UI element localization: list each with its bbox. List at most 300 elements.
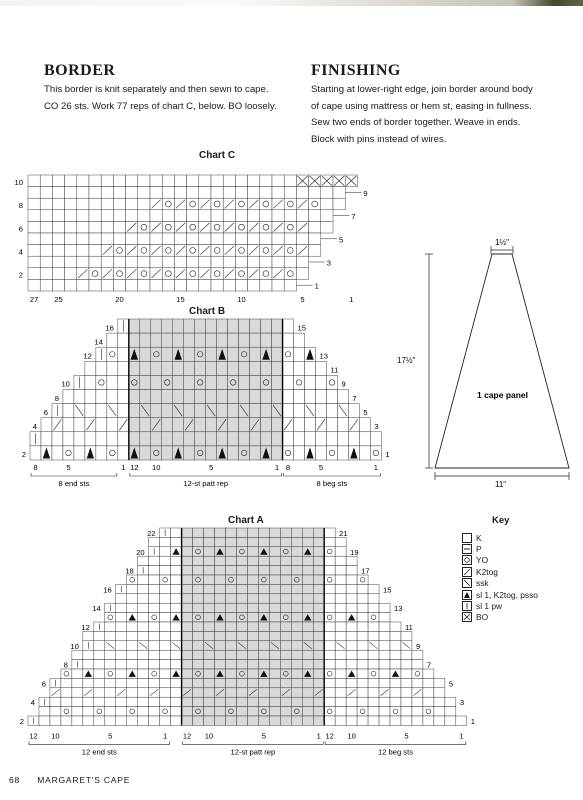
- chart-cell: [258, 528, 269, 537]
- chart-cell: [357, 688, 368, 697]
- chart-cell: [214, 622, 225, 631]
- chart-cell: [346, 575, 357, 584]
- chart-a-row-label: 2: [19, 716, 24, 726]
- chart-cell: [225, 707, 236, 716]
- chart-cell: [335, 631, 346, 640]
- chart-a-col-label: 1: [459, 731, 464, 741]
- chart-cell: [258, 697, 269, 706]
- chart-cell: [247, 594, 258, 603]
- chart-cell: [280, 678, 291, 687]
- chart-cell: [434, 697, 445, 706]
- chart-cell: [105, 669, 116, 678]
- chart-cell: [138, 707, 149, 716]
- chart-cell: [83, 707, 94, 716]
- chart-cell: [401, 660, 412, 669]
- chart-cell: [258, 688, 269, 697]
- chart-c-row-label: 7: [351, 212, 356, 222]
- chart-cell: [324, 584, 335, 593]
- chart-a-section-bracket: [29, 741, 170, 744]
- chart-cell: [193, 688, 204, 697]
- chart-b-row-label: 16: [105, 323, 114, 333]
- chart-cell: [182, 707, 193, 716]
- chart-cell: [368, 678, 379, 687]
- chart-cell: [236, 678, 247, 687]
- chart-cell: [214, 641, 225, 650]
- chart-a-section-bracket: [325, 741, 466, 744]
- chart-cell: [258, 631, 269, 640]
- chart-cell: [160, 678, 171, 687]
- chart-cell: [313, 547, 324, 556]
- chart-cell: [182, 537, 193, 546]
- chart-cell: [335, 603, 346, 612]
- chart-cell: [390, 688, 401, 697]
- chart-cell: [324, 631, 335, 640]
- chart-cell: [379, 669, 390, 678]
- chart-cell: [412, 669, 423, 678]
- key-label: YO: [476, 555, 489, 566]
- chart-cell: [291, 707, 302, 716]
- key-label: K2tog: [476, 566, 498, 577]
- chart-cell: [269, 631, 280, 640]
- chart-b-section-label: 12-st patt rep: [183, 479, 229, 488]
- chart-cell: [368, 622, 379, 631]
- chart-cell: [225, 641, 236, 650]
- chart-b-col-label: 8: [33, 463, 38, 472]
- chart-cell: [258, 707, 269, 716]
- purl-symbol-icon: [462, 544, 472, 554]
- chart-cell: [204, 528, 215, 537]
- chart-a-row-label: 18: [125, 566, 134, 576]
- chart-cell: [357, 641, 368, 650]
- chart-cell: [324, 556, 335, 565]
- chart-b-col-label: 5: [66, 463, 71, 472]
- chart-cell: [105, 660, 116, 669]
- chart-cell: [269, 688, 280, 697]
- chart-cell: [138, 697, 149, 706]
- chart-cell: [335, 669, 346, 678]
- chart-cell: [313, 584, 324, 593]
- chart-cell: [247, 603, 258, 612]
- chart-cell: [138, 678, 149, 687]
- chart-cell: [39, 716, 50, 725]
- chart-cell: [357, 697, 368, 706]
- chart-cell: [269, 716, 280, 725]
- chart-cell: [149, 613, 160, 622]
- chart-cell: [379, 697, 390, 706]
- chart-cell: [390, 631, 401, 640]
- chart-cell: [302, 556, 313, 565]
- chart-cell: [127, 594, 138, 603]
- chart-cell: [412, 697, 423, 706]
- chart-cell: [127, 641, 138, 650]
- chart-cell: [269, 584, 280, 593]
- chart-cell: [335, 594, 346, 603]
- chart-cell: [204, 603, 215, 612]
- chart-cell: [116, 650, 127, 659]
- chart-cell: [335, 650, 346, 659]
- chart-cell: [204, 669, 215, 678]
- chart-cell: [247, 697, 258, 706]
- chart-cell: [204, 688, 215, 697]
- chart-cell: [423, 688, 434, 697]
- chart-cell: [291, 547, 302, 556]
- chart-cell: [335, 716, 346, 725]
- chart-a-row-label: 12: [81, 622, 90, 632]
- chart-cell: [182, 556, 193, 565]
- chart-cell: [116, 631, 127, 640]
- chart-cell: [236, 631, 247, 640]
- chart-cell: [258, 594, 269, 603]
- chart-cell: [313, 594, 324, 603]
- knit-symbol-icon: [462, 533, 472, 543]
- chart-cell: [204, 575, 215, 584]
- chart-cell: [368, 603, 379, 612]
- chart-cell: [302, 688, 313, 697]
- chart-cell: [324, 707, 335, 716]
- chart-a-row-label: 5: [448, 679, 454, 689]
- chart-cell: [401, 669, 412, 678]
- chart-cell: [94, 641, 105, 650]
- chart-cell: [214, 594, 225, 603]
- chart-cell: [83, 716, 94, 725]
- chart-cell: [269, 678, 280, 687]
- chart-cell: [335, 707, 346, 716]
- chart-cell: [324, 603, 335, 612]
- chart-cell: [390, 678, 401, 687]
- chart-cell: [401, 631, 412, 640]
- chart-cell: [357, 660, 368, 669]
- chart-cell: [204, 697, 215, 706]
- chart-cell: [313, 566, 324, 575]
- chart-cell: [160, 537, 171, 546]
- chart-cell: [193, 660, 204, 669]
- chart-cell: [160, 669, 171, 678]
- chart-cell: [291, 537, 302, 546]
- chart-cell: [280, 697, 291, 706]
- chart-cell: [225, 631, 236, 640]
- key-item-slip: [462, 600, 572, 611]
- chart-b-row-label: 6: [43, 407, 48, 417]
- chart-cell: [456, 716, 467, 725]
- chart-cell: [149, 669, 160, 678]
- chart-cell: [346, 594, 357, 603]
- chart-cell: [335, 622, 346, 631]
- chart-cell: [346, 716, 357, 725]
- chart-b-col-label: 12: [130, 463, 139, 472]
- key-label: ssk: [476, 578, 489, 589]
- chart-cell: [225, 716, 236, 725]
- chart-cell: [335, 660, 346, 669]
- chart-cell: [149, 537, 160, 546]
- chart-cell: [434, 688, 445, 697]
- schematic-bottom-width: 11": [495, 480, 507, 488]
- chart-cell: [138, 622, 149, 631]
- chart-cell: [160, 622, 171, 631]
- chart-cell: [269, 707, 280, 716]
- chart-cell: [368, 650, 379, 659]
- chart-a-row-label: 4: [30, 698, 35, 708]
- chart-b-row-label: 1: [385, 450, 390, 460]
- chart-cell: [50, 707, 61, 716]
- chart-cell: [247, 566, 258, 575]
- chart-cell: [346, 566, 357, 575]
- chart-cell: [247, 547, 258, 556]
- chart-cell: [116, 669, 127, 678]
- chart-cell: [193, 613, 204, 622]
- key-item-yo: [462, 555, 572, 566]
- chart-cell: [291, 660, 302, 669]
- chart-cell: [193, 650, 204, 659]
- chart-cell: [313, 641, 324, 650]
- chart-cell: [302, 622, 313, 631]
- chart-cell: [149, 707, 160, 716]
- chart-cell: [280, 631, 291, 640]
- chart-cell: [193, 594, 204, 603]
- chart-cell: [149, 584, 160, 593]
- chart-cell: [204, 594, 215, 603]
- chart-cell: [214, 707, 225, 716]
- key-item-knit: [462, 532, 572, 543]
- chart-cell: [247, 528, 258, 537]
- chart-cell: [280, 556, 291, 565]
- chart-cell: [280, 547, 291, 556]
- chart-cell: [214, 697, 225, 706]
- chart-cell: [434, 716, 445, 725]
- chart-cell: [171, 688, 182, 697]
- chart-cell: [379, 603, 390, 612]
- chart-cell: [193, 556, 204, 565]
- chart-cell: [149, 622, 160, 631]
- chart-a-col-label: 12: [182, 731, 192, 741]
- chart-cell: [291, 697, 302, 706]
- chart-cell: [291, 575, 302, 584]
- chart-cell: [214, 575, 225, 584]
- chart-cell: [160, 631, 171, 640]
- chart-cell: [214, 537, 225, 546]
- chart-cell: [193, 678, 204, 687]
- chart-cell: [258, 603, 269, 612]
- chart-cell: [225, 660, 236, 669]
- chart-cell: [236, 669, 247, 678]
- chart-cell: [247, 669, 258, 678]
- chart-cell: [346, 707, 357, 716]
- chart-cell: [313, 650, 324, 659]
- chart-cell: [83, 660, 94, 669]
- chart-cell: [302, 594, 313, 603]
- chart-cell: [346, 603, 357, 612]
- chart-cell: [368, 594, 379, 603]
- chart-cell: [149, 641, 160, 650]
- chart-cell: [357, 716, 368, 725]
- chart-cell: [269, 556, 280, 565]
- chart-c-col-label: 25: [54, 295, 63, 304]
- chart-cell: [335, 575, 346, 584]
- chart-cell: [193, 575, 204, 584]
- chart-cell: [225, 575, 236, 584]
- chart-cell: [171, 650, 182, 659]
- chart-cell: [149, 678, 160, 687]
- chart-cell: [127, 716, 138, 725]
- chart-cell: [225, 650, 236, 659]
- chart-cell: [127, 697, 138, 706]
- chart-cell: [291, 603, 302, 612]
- chart-cell: [412, 660, 423, 669]
- chart-c-col-label: 27: [29, 295, 39, 304]
- chart-cell: [357, 603, 368, 612]
- chart-cell: [401, 650, 412, 659]
- chart-cell: [149, 556, 160, 565]
- chart-cell: [39, 707, 50, 716]
- key-item-ssk: [462, 578, 572, 589]
- chart-cell: [357, 594, 368, 603]
- chart-cell: [247, 584, 258, 593]
- chart-a-row-label: 16: [103, 585, 112, 595]
- chart-cell: [412, 716, 423, 725]
- chart-cell: [105, 707, 116, 716]
- chart-cell: [236, 566, 247, 575]
- chart-b-row-label: 9: [341, 379, 346, 389]
- chart-cell: [346, 660, 357, 669]
- chart-cell: [171, 631, 182, 640]
- chart-cell: [182, 603, 193, 612]
- chart-cell: [94, 669, 105, 678]
- key-item-k2tog: [462, 566, 572, 577]
- chart-c-col-label: 15: [176, 295, 185, 304]
- chart-cell: [247, 660, 258, 669]
- chart-cell: [171, 584, 182, 593]
- chart-cell: [379, 716, 390, 725]
- chart-cell: [335, 688, 346, 697]
- chart-cell: [171, 697, 182, 706]
- chart-cell: [291, 650, 302, 659]
- chart-cell: [94, 707, 105, 716]
- chart-cell: [379, 631, 390, 640]
- yarn-over-icon: [462, 555, 472, 565]
- chart-cell: [193, 566, 204, 575]
- chart-cell: [423, 678, 434, 687]
- finishing-line-3: Sew two ends of border together. Weave in ends.: [311, 117, 521, 128]
- chart-cell: [313, 669, 324, 678]
- chart-cell: [247, 613, 258, 622]
- chart-cell: [390, 622, 401, 631]
- chart-cell: [291, 613, 302, 622]
- key-label: P: [476, 544, 482, 555]
- chart-cell: [291, 641, 302, 650]
- chart-cell: [214, 603, 225, 612]
- chart-cell: [247, 622, 258, 631]
- chart-cell: [302, 566, 313, 575]
- chart-cell: [346, 584, 357, 593]
- chart-cell: [247, 631, 258, 640]
- chart-cell: [204, 631, 215, 640]
- chart-cell: [291, 716, 302, 725]
- chart-cell: [182, 669, 193, 678]
- chart-cell: [313, 575, 324, 584]
- chart-cell: [236, 603, 247, 612]
- chart-cell: [346, 556, 357, 565]
- chart-cell: [193, 547, 204, 556]
- chart-cell: [204, 650, 215, 659]
- chart-cell: [423, 707, 434, 716]
- chart-cell: [379, 660, 390, 669]
- finishing-line-2: of cape using mattress or hem st, easing in fullness.: [311, 100, 532, 112]
- chart-cell: [346, 631, 357, 640]
- chart-cell: [302, 575, 313, 584]
- chart-cell: [204, 707, 215, 716]
- chart-cell: [324, 613, 335, 622]
- chart-cell: [247, 556, 258, 565]
- chart-cell: [182, 528, 193, 537]
- chart-cell: [149, 566, 160, 575]
- chart-cell: [313, 697, 324, 706]
- chart-cell: [346, 650, 357, 659]
- chart-cell: [225, 528, 236, 537]
- chart-cell: [236, 697, 247, 706]
- chart-cell: [324, 566, 335, 575]
- chart-cell: [390, 707, 401, 716]
- chart-cell: [324, 537, 335, 546]
- chart-cell: [149, 660, 160, 669]
- chart-cell: [116, 697, 127, 706]
- chart-cell: [94, 697, 105, 706]
- chart-cell: [302, 584, 313, 593]
- chart-cell: [258, 716, 269, 725]
- chart-cell: [302, 707, 313, 716]
- chart-cell: [214, 650, 225, 659]
- chart-cell: [269, 622, 280, 631]
- chart-a-col-label: 10: [51, 731, 60, 741]
- chart-cell: [83, 697, 94, 706]
- chart-cell: [160, 650, 171, 659]
- border-paragraph-1: This border is knit separately and then sewn to cape.: [44, 84, 269, 95]
- chart-cell: [401, 678, 412, 687]
- chart-cell: [401, 688, 412, 697]
- schematic-top-width: 1½": [495, 238, 509, 247]
- chart-cell: [368, 707, 379, 716]
- chart-cell: [236, 556, 247, 565]
- chart-cell: [247, 707, 258, 716]
- chart-b-row-label: 8: [54, 393, 59, 403]
- chart-cell: [214, 584, 225, 593]
- chart-cell: [160, 613, 171, 622]
- chart-cell: [434, 678, 445, 687]
- chart-a-col-label: 1: [316, 731, 321, 741]
- chart-cell: [171, 660, 182, 669]
- chart-cell: [116, 660, 127, 669]
- chart-cell: [225, 584, 236, 593]
- chart-cell: [379, 622, 390, 631]
- chart-cell: [171, 566, 182, 575]
- chart-cell: [236, 594, 247, 603]
- chart-cell: [214, 716, 225, 725]
- chart-cell: [182, 584, 193, 593]
- chart-cell: [204, 678, 215, 687]
- chart-cell: [61, 688, 72, 697]
- chart-b-section-label: 8 beg sts: [316, 479, 348, 488]
- chart-cell: [445, 697, 456, 706]
- chart-cell: [72, 716, 83, 725]
- chart-cell: [171, 528, 182, 537]
- chart-cell: [335, 584, 346, 593]
- chart-cell: [105, 613, 116, 622]
- chart-c-row-label: 5: [339, 235, 344, 245]
- chart-cell: [236, 547, 247, 556]
- chart-cell: [313, 603, 324, 612]
- chart-cell: [258, 584, 269, 593]
- chart-cell: [171, 556, 182, 565]
- chart-a-row-label: 20: [136, 547, 145, 557]
- chart-c-title: Chart C: [199, 150, 236, 161]
